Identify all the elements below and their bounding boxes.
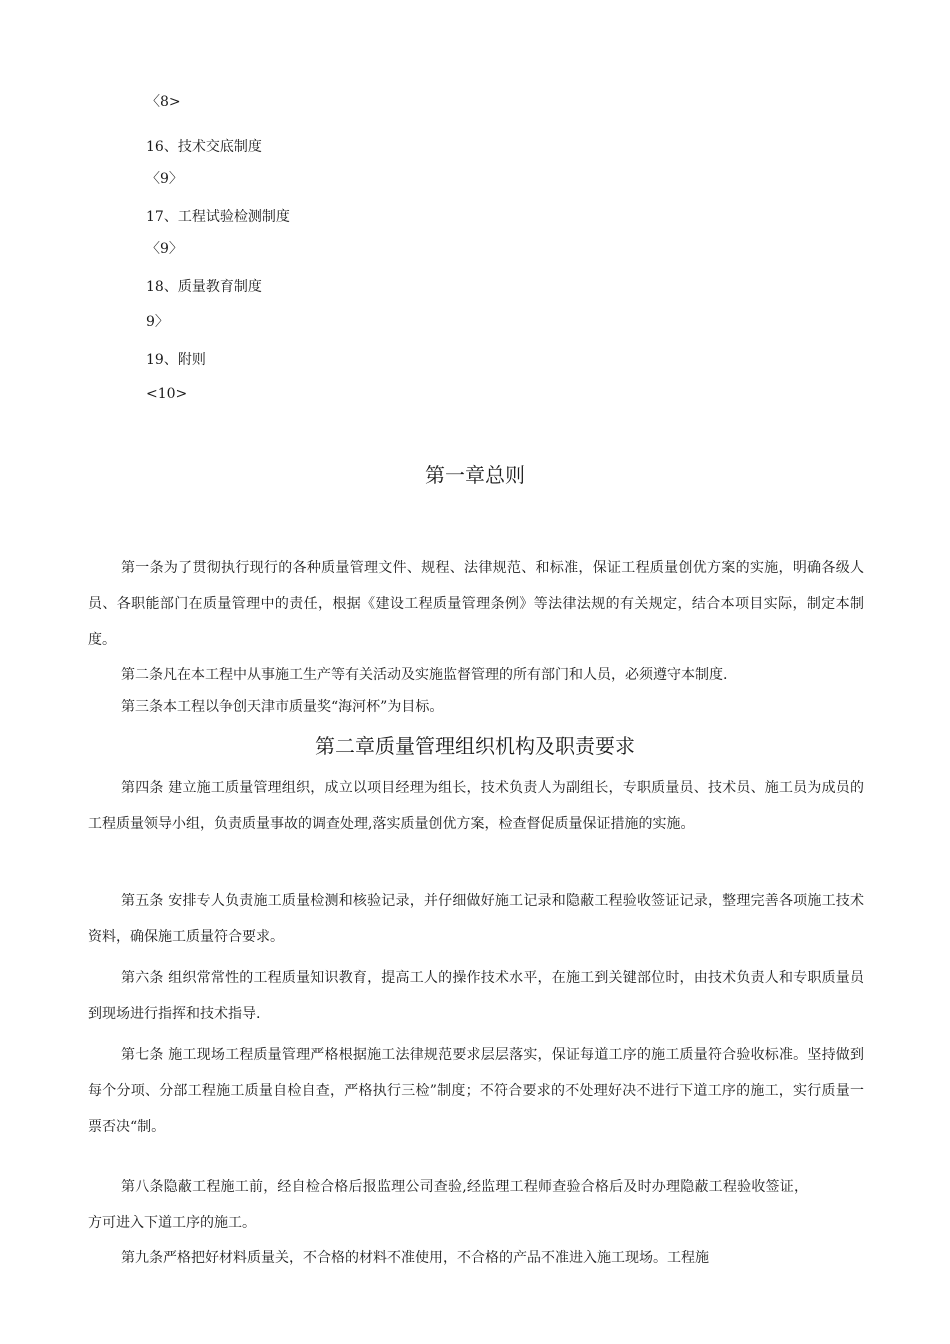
article-3: 第三条本工程以争创天津市质量奖“海河杯”为目标。 [121,699,444,715]
article-8: 第八条隐蔽工程施工前，经自检合格后报监理公司查验,经监理工程师查验合格后及时办理隐蔽工程验收签证，方可进入下道工序的施工。 [88,1179,808,1231]
article-5: 第五条 安排专人负责施工质量检测和核验记录，并仔细做好施工记录和隐蔽工程验收签证记录，整理完善各项施工技术资料，确保施工质量符合要求。 [88,893,864,945]
toc-page-ref: 〈9〉 [146,171,183,187]
toc-page-ref: <10> [146,386,188,402]
toc-entry: 18、质量教育制度 [146,279,262,295]
article-1: 第一条为了贯彻执行现行的各种质量管理文件、规程、法律规范、和标准，保证工程质量创优方案的实施，明确各级人员、各职能部门在质量管理中的责任，根据《建设工程质量管理条例》等法律法规的有关规定，结合本项目实际，制定本制度。 [88,560,864,648]
article-9: 第九条严格把好材料质量关，不合格的材料不准使用，不合格的产品不准进入施工现场。工程施 [121,1250,709,1266]
toc-entry: 17、工程试验检测制度 [146,209,290,225]
article-7: 第七条 施工现场工程质量管理严格根据施工法律规范要求层层落实，保证每道工序的施工质量符合验收标准。坚持做到每个分项、分部工程施工质量自检自查，严格执行三检”制度；不符合要求的不处理好决不进行下道工序的施工，实行质量一票否决“制。 [88,1047,864,1135]
toc-entry: 19、附则 [146,352,206,368]
chapter-2-title: 第二章质量管理组织机构及职责要求 [315,734,635,758]
toc-page-ref: 〈8> [146,94,181,110]
article-4: 第四条 建立施工质量管理组织，成立以项目经理为组长，技术负责人为副组长，专职质量员、技术员、施工员为成员的工程质量领导小组，负责质量事故的调查处理,落实质量创优方案，检查督促质量保证措施的实施。 [88,780,864,832]
toc-page-ref: 〈9〉 [146,241,183,257]
toc-page-ref: 9〉 [146,314,169,330]
toc-entry: 16、技术交底制度 [146,139,262,155]
article-2: 第二条凡在本工程中从事施工生产等有关活动及实施监督管理的所有部门和人员，必须遵守本制度. [121,667,728,683]
article-6: 第六条 组织常常性的工程质量知识教育，提高工人的操作技术水平，在施工到关键部位时，由技术负责人和专职质量员到现场进行指挥和技术指导. [88,970,864,1022]
chapter-1-title: 第一章总则 [425,463,525,487]
